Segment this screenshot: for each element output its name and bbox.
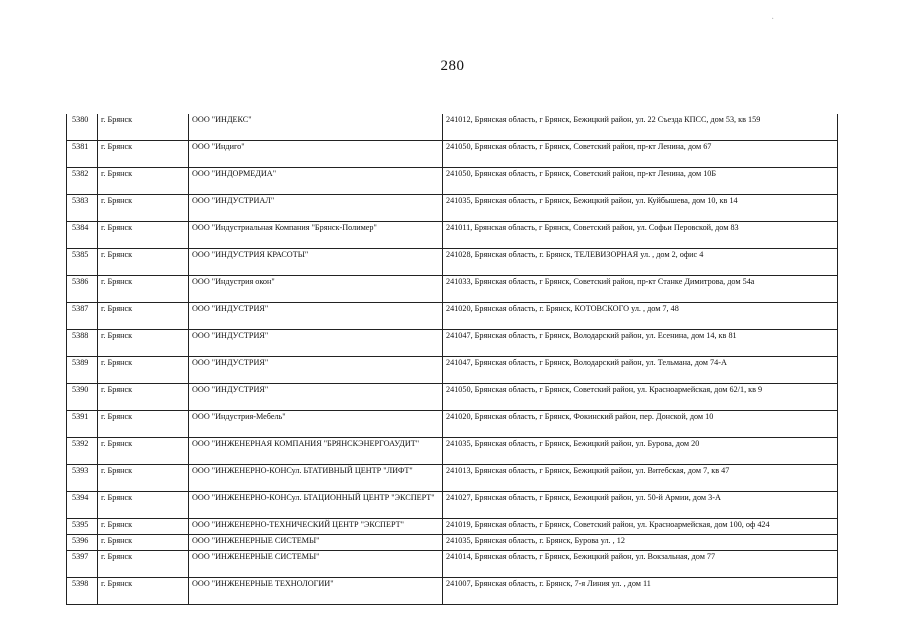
- address-cell: 241027, Брянская область, г Брянск, Бежицкий район, ул. 50-й Армии, дом 3-А: [443, 492, 838, 519]
- table-row: [67, 438, 838, 465]
- address-cell: 241050, Брянская область, г Брянск, Советский район, ул. Красноармейская, дом 62/1, кв 9: [443, 384, 838, 411]
- table-row: [67, 578, 838, 605]
- address-cell: 241050, Брянская область, г Брянск, Советский район, пр-кт Ленина, дом 10Б: [443, 168, 838, 195]
- table-row: [67, 465, 838, 492]
- organization-cell: ООО "ИНЖЕНЕРНО-КОНСул. ЬТАТИВНЫЙ ЦЕНТР "ЛИФТ": [189, 465, 443, 492]
- city-cell: г. Брянск: [98, 276, 189, 303]
- row-number-cell: 5385: [67, 249, 98, 276]
- organization-cell: ООО "ИНДУСТРИЯ КРАСОТЫ": [189, 249, 443, 276]
- address-cell: 241033, Брянская область, г Брянск, Советский район, пр-кт Станке Димитрова, дом 54а: [443, 276, 838, 303]
- row-number-cell: 5393: [67, 465, 98, 492]
- registry-table-body: [67, 114, 838, 605]
- organization-cell: ООО "ИНЖЕНЕРНАЯ КОМПАНИЯ "БРЯНСКЭНЕРГОАУДИТ": [189, 438, 443, 465]
- page-number: 280: [440, 58, 465, 74]
- row-number-cell: 5388: [67, 330, 98, 357]
- address-cell: 241019, Брянская область, г Брянск, Советский район, ул. Красноармейская, дом 100, оф 424: [443, 519, 838, 535]
- organization-cell: ООО "ИНЖЕНЕРНЫЕ СИСТЕМЫ": [189, 551, 443, 578]
- organization-cell: ООО "ИНЖЕНЕРНЫЕ ТЕХНОЛОГИИ": [189, 578, 443, 605]
- address-cell: 241050, Брянская область, г Брянск, Советский район, пр-кт Ленина, дом 67: [443, 141, 838, 168]
- row-number-cell: 5392: [67, 438, 98, 465]
- row-number-cell: 5396: [67, 535, 98, 551]
- row-number-cell: 5382: [67, 168, 98, 195]
- row-number-cell: 5387: [67, 303, 98, 330]
- city-cell: г. Брянск: [98, 168, 189, 195]
- city-cell: г. Брянск: [98, 357, 189, 384]
- table-row: [67, 168, 838, 195]
- table-row: [67, 551, 838, 578]
- city-cell: г. Брянск: [98, 438, 189, 465]
- row-number-cell: 5384: [67, 222, 98, 249]
- table-row: [67, 330, 838, 357]
- address-cell: 241047, Брянская область, г Брянск, Володарский район, ул. Тельмана, дом 74-А: [443, 357, 838, 384]
- organization-cell: ООО "Индиго": [189, 141, 443, 168]
- table-row: [67, 411, 838, 438]
- city-cell: г. Брянск: [98, 578, 189, 605]
- city-cell: г. Брянск: [98, 492, 189, 519]
- table-row: [67, 303, 838, 330]
- address-cell: 241020, Брянская область, г. Брянск, КОТОВСКОГО ул. , дом 7, 48: [443, 303, 838, 330]
- address-cell: 241035, Брянская область, г Брянск, Бежицкий район, ул. Куйбышева, дом 10, кв 14: [443, 195, 838, 222]
- city-cell: г. Брянск: [98, 384, 189, 411]
- address-cell: 241035, Брянская область, г Брянск, Бежицкий район, ул. Бурова, дом 20: [443, 438, 838, 465]
- organization-cell: ООО "ИНДУСТРИЯ": [189, 330, 443, 357]
- address-cell: 241013, Брянская область, г Брянск, Бежицкий район, ул. Витебская, дом 7, кв 47: [443, 465, 838, 492]
- row-number-cell: 5390: [67, 384, 98, 411]
- address-cell: 241020, Брянская область, г Брянск, Фокинский район, пер. Донской, дом 10: [443, 411, 838, 438]
- table-row: [67, 276, 838, 303]
- organization-cell: ООО "ИНДУСТРИЯ": [189, 303, 443, 330]
- row-number-cell: 5394: [67, 492, 98, 519]
- address-cell: 241014, Брянская область, г Брянск, Бежицкий район, ул. Вокзальная, дом 77: [443, 551, 838, 578]
- city-cell: г. Брянск: [98, 330, 189, 357]
- organization-cell: ООО "ИНДОРМЕДИА": [189, 168, 443, 195]
- city-cell: г. Брянск: [98, 249, 189, 276]
- city-cell: г. Брянск: [98, 195, 189, 222]
- row-number-cell: 5389: [67, 357, 98, 384]
- row-number-cell: 5381: [67, 141, 98, 168]
- organization-cell: ООО "ИНДУСТРИАЛ": [189, 195, 443, 222]
- table-row: [67, 195, 838, 222]
- table-row: [67, 141, 838, 168]
- city-cell: г. Брянск: [98, 411, 189, 438]
- organization-cell: ООО "Индустриальная Компания "Брянск-Полимер": [189, 222, 443, 249]
- city-cell: г. Брянск: [98, 519, 189, 535]
- organization-cell: ООО "ИНЖЕНЕРНО-КОНСул. ЬТАЦИОННЫЙ ЦЕНТР "ЭКСПЕРТ": [189, 492, 443, 519]
- table-row: [67, 249, 838, 276]
- organization-cell: ООО "ИНЖЕНЕРНЫЕ СИСТЕМЫ": [189, 535, 443, 551]
- row-number-cell: 5391: [67, 411, 98, 438]
- table-row: [67, 519, 838, 535]
- address-cell: 241011, Брянская область, г Брянск, Советский район, ул. Софьи Перовской, дом 83: [443, 222, 838, 249]
- organization-cell: ООО "ИНДУСТРИЯ": [189, 384, 443, 411]
- address-cell: 241012, Брянская область, г Брянск, Бежицкий район, ул. 22 Съезда КПСС, дом 53, кв 159: [443, 114, 838, 141]
- organization-cell: ООО "ИНЖЕНЕРНО-ТЕХНИЧЕСКИЙ ЦЕНТР "ЭКСПЕРТ": [189, 519, 443, 535]
- row-number-cell: 5395: [67, 519, 98, 535]
- table-row: [67, 114, 838, 141]
- city-cell: г. Брянск: [98, 222, 189, 249]
- row-number-cell: 5386: [67, 276, 98, 303]
- organization-cell: ООО "Индустрия-Мебель": [189, 411, 443, 438]
- address-cell: 241035, Брянская область, г. Брянск, Бурова ул. , 12: [443, 535, 838, 551]
- city-cell: г. Брянск: [98, 141, 189, 168]
- corner-mark: ·: [771, 14, 775, 25]
- organization-cell: ООО "ИНДУСТРИЯ": [189, 357, 443, 384]
- address-cell: 241028, Брянская область, г. Брянск, ТЕЛЕВИЗОРНАЯ ул. , дом 2, офис 4: [443, 249, 838, 276]
- table-row: [67, 384, 838, 411]
- city-cell: г. Брянск: [98, 114, 189, 141]
- city-cell: г. Брянск: [98, 551, 189, 578]
- table-row: [67, 535, 838, 551]
- city-cell: г. Брянск: [98, 535, 189, 551]
- address-cell: 241047, Брянская область, г Брянск, Володарский район, ул. Есенина, дом 14, кв 81: [443, 330, 838, 357]
- city-cell: г. Брянск: [98, 303, 189, 330]
- row-number-cell: 5398: [67, 578, 98, 605]
- table-row: [67, 357, 838, 384]
- organization-cell: ООО "ИНДЕКС": [189, 114, 443, 141]
- row-number-cell: 5397: [67, 551, 98, 578]
- table-row: [67, 222, 838, 249]
- registry-table: [66, 114, 838, 605]
- organization-cell: ООО "Индустрия окон": [189, 276, 443, 303]
- city-cell: г. Брянск: [98, 465, 189, 492]
- row-number-cell: 5383: [67, 195, 98, 222]
- table-row: [67, 492, 838, 519]
- row-number-cell: 5380: [67, 114, 98, 141]
- address-cell: 241007, Брянская область, г. Брянск, 7-я Линия ул. , дом 11: [443, 578, 838, 605]
